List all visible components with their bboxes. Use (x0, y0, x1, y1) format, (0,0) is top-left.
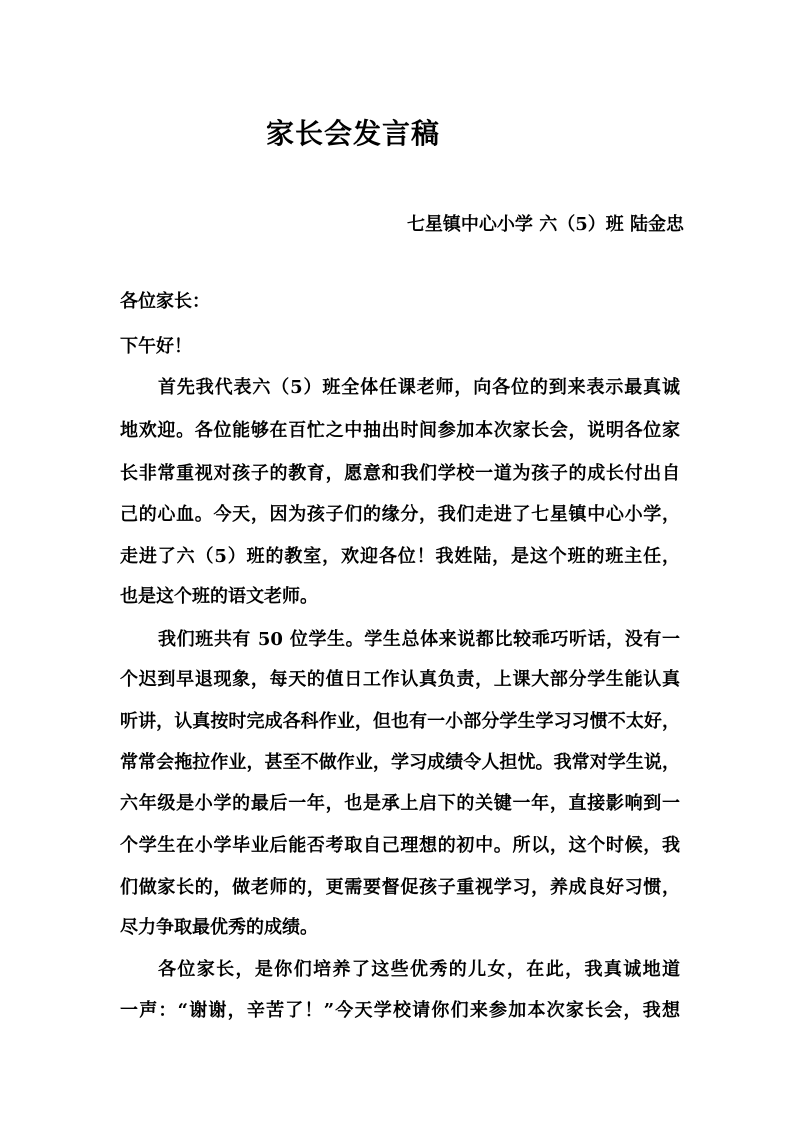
paragraph-1-line-6: 也是这个班的语文老师。 (120, 586, 318, 607)
paragraph-2-line-6: 个学生在小学毕业后能否考取自己理想的初中。所以，这个时候，我 (120, 835, 680, 856)
paragraph-3-line-1: 各位家长，是你们培养了这些优秀的儿女，在此，我真诚地道 (158, 959, 680, 980)
paragraph-1-line-1: 首先我代表六（5）班全体任课老师，向各位的到来表示最真诚 (158, 377, 680, 398)
author-byline: 七星镇中心小学 六（5）班 陆金忠 (406, 214, 684, 235)
paragraph-2-line-1: 我们班共有 50 位学生。学生总体来说都比较乖巧听话，没有一 (158, 629, 680, 650)
paragraph-2-line-5: 六年级是小学的最后一年，也是承上启下的关键一年，直接影响到一 (120, 793, 680, 814)
document-title: 家长会发言稿 (266, 117, 441, 150)
paragraph-2-line-8: 尽力争取最优秀的成绩。 (120, 917, 318, 938)
paragraph-1-line-4: 己的心血。今天，因为孩子们的缘分，我们走进了七星镇中心小学， (120, 504, 680, 525)
greeting: 下午好！ (120, 336, 192, 357)
paragraph-2-line-4: 常常会拖拉作业，甚至不做作业，学习成绩令人担忧。我常对学生说， (120, 752, 680, 773)
paragraph-1-line-2: 地欢迎。各位能够在百忙之中抽出时间参加本次家长会，说明各位家 (120, 420, 680, 441)
paragraph-1-line-5: 走进了六（5）班的教室，欢迎各位！我姓陆，是这个班的班主任， (120, 546, 680, 567)
paragraph-1-line-3: 长非常重视对孩子的教育，愿意和我们学校一道为孩子的成长付出自 (120, 463, 680, 484)
paragraph-2-line-3: 听讲，认真按时完成各科作业，但也有一小部分学生学习习惯不太好， (120, 711, 680, 732)
salutation: 各位家长： (120, 291, 210, 312)
paragraph-2-line-7: 们做家长的，做老师的，更需要督促孩子重视学习，养成良好习惯， (120, 877, 680, 898)
paragraph-2-line-2: 个迟到早退现象，每天的值日工作认真负责，上课大部分学生能认真 (120, 669, 680, 690)
paragraph-3-line-2: 一声：“谢谢，辛苦了！”今天学校请你们来参加本次家长会，我想 (120, 1000, 680, 1021)
